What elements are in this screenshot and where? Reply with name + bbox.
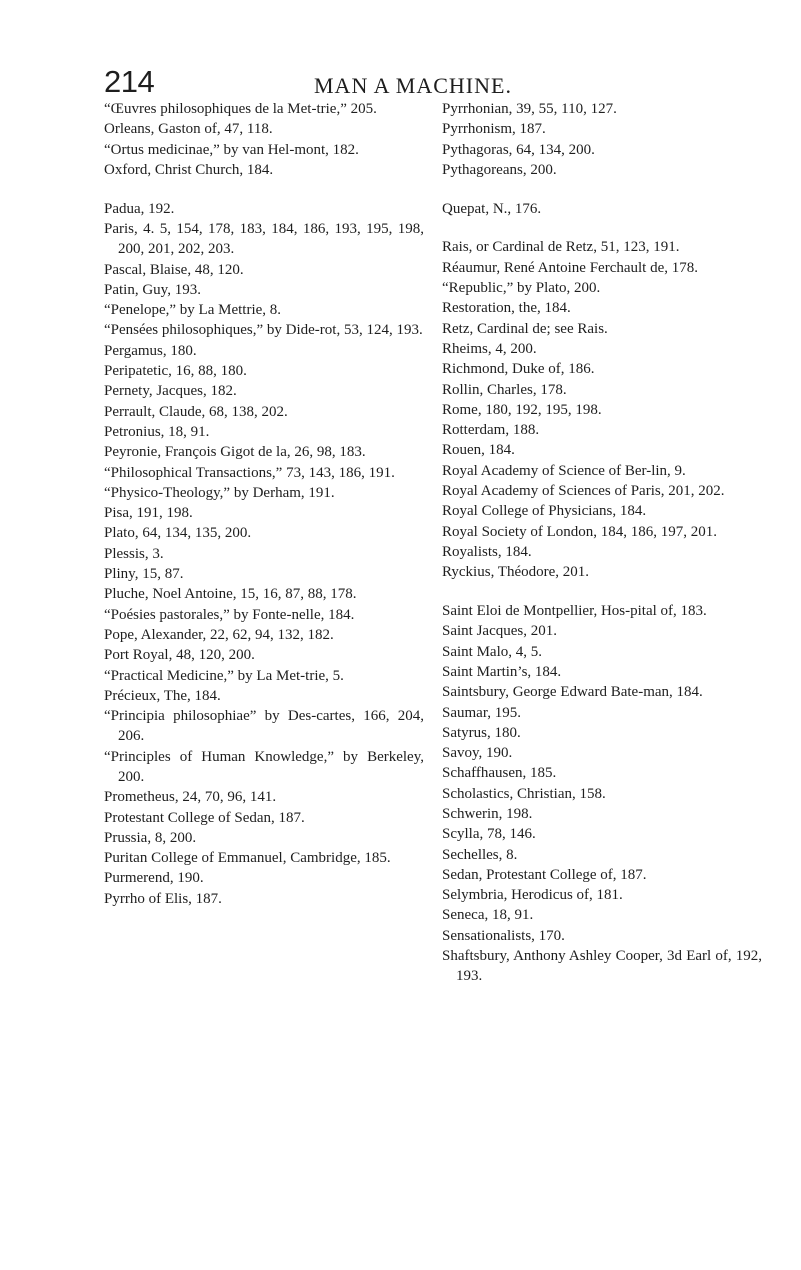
index-entry: Schaffhausen, 185. — [442, 765, 557, 782]
index-entry: Patin, Guy, 193. — [104, 281, 201, 298]
index-entry: Orleans, Gaston of, 47, 118. — [104, 121, 273, 138]
index-entry: Sensationalists, 170. — [442, 927, 565, 944]
index-entry: Padua, 192. — [104, 200, 175, 217]
index-entry: Saumar, 195. — [442, 704, 521, 721]
index-entry: Sedan, Protestant College of, 187. — [442, 866, 647, 883]
index-entry: Pluche, Noel Antoine, 15, 16, 87, 88, 178. — [104, 586, 357, 603]
index-entry: Pascal, Blaise, 48, 120. — [104, 261, 244, 278]
index-entry: Peyronie, François Gigot de la, 26, 98, 183. — [104, 444, 366, 461]
page-header — [104, 62, 764, 102]
index-entry: Shaftsbury, Anthony Ashley Cooper, 3d Earl of, 192, 193. — [442, 948, 762, 985]
index-entry: “Principia philosophiae” by Des-cartes, 166, 204, 206. — [104, 708, 424, 745]
index-entry: Ryckius, Théodore, 201. — [442, 564, 590, 581]
index-column-right — [442, 99, 762, 987]
index-entry: Oxford, Christ Church, 184. — [104, 161, 274, 178]
index-entry: Paris, 4. 5, 154, 178, 183, 184, 186, 193, 195, 198, 200, 201, 202, 203. — [104, 220, 424, 258]
index-entry: Saint Malo, 4, 5. — [442, 643, 542, 660]
section-gap — [442, 180, 762, 199]
index-entry: Précieux, The, 184. — [104, 687, 221, 704]
index-entry: Réaumur, René Antoine Ferchault de, 178. — [442, 259, 699, 276]
index-entry: Port Royal, 48, 120, 200. — [104, 647, 255, 664]
index-entry: Royal Academy of Sciences of Paris, 201, 202. — [442, 483, 725, 500]
index-entry: Saint Martin’s, 184. — [442, 663, 562, 680]
section-gap — [442, 219, 762, 238]
index-entry: Selymbria, Herodicus of, 181. — [442, 887, 623, 904]
index-entry: Schwerin, 198. — [442, 806, 533, 822]
index-entry: Scholastics, Christian, 158. — [442, 785, 606, 802]
index-entry: Saint Eloi de Montpellier, Hos-pital of, 183. — [442, 603, 707, 620]
index-entry: “Principles of Human Knowledge,” by Berkeley, 200. — [104, 748, 424, 785]
index-entry: Puritan College of Emmanuel, Cambridge, 185. — [104, 850, 391, 867]
page-number: 214 — [104, 64, 155, 99]
index-entry: Pernety, Jacques, 182. — [104, 383, 237, 400]
index-entry: Royal Society of London, 184, 186, 197, 201. — [442, 523, 717, 540]
index-entry: Rome, 180, 192, 195, 198. — [442, 401, 602, 418]
index-entry: “Practical Medicine,” by La Met-trie, 5. — [104, 667, 344, 684]
index-entry: Petronius, 18, 91. — [104, 423, 210, 440]
index-entry: Protestant College of Sedan, 187. — [104, 809, 305, 826]
index-entry: Scylla, 78, 146. — [442, 826, 536, 843]
index-entry: Pyrrhonism, 187. — [442, 121, 546, 138]
index-entry: Pergamus, 180. — [104, 342, 197, 359]
index-entry: Peripatetic, 16, 88, 180. — [104, 363, 247, 380]
index-entry: Prometheus, 24, 70, 96, 141. — [104, 789, 277, 806]
index-entry: “Ortus medicinae,” by van Hel-mont, 182. — [104, 141, 359, 158]
index-entry: “Œuvres philosophiques de la Met-trie,” 205. — [104, 101, 377, 117]
index-entry: Rais, or Cardinal de Retz, 51, 123, 191. — [442, 239, 680, 256]
index-entry: Pisa, 191, 198. — [104, 505, 193, 522]
index-entry: “Philosophical Transactions,” 73, 143, 186, 191. — [104, 464, 395, 481]
index-entry: Seneca, 18, 91. — [442, 907, 534, 924]
index-entry: Pythagoreans, 200. — [442, 161, 557, 178]
index-entry: Richmond, Duke of, 186. — [442, 361, 595, 378]
section-gap — [442, 583, 762, 602]
running-title: MAN A MACHINE. — [314, 73, 512, 98]
index-entry: Quepat, N., 176. — [442, 200, 542, 217]
index-entry: Rotterdam, 188. — [442, 422, 540, 439]
index-entry: Rollin, Charles, 178. — [442, 381, 567, 398]
index-entry: Rouen, 184. — [442, 442, 515, 459]
index-entry: “Poésies pastorales,” by Fonte-nelle, 184. — [104, 606, 355, 623]
index-entry: Pyrrho of Elis, 187. — [104, 890, 222, 907]
index-entry: “Penelope,” by La Mettrie, 8. — [104, 302, 282, 319]
index-entry: Pope, Alexander, 22, 62, 94, 132, 182. — [104, 626, 334, 643]
index-entry: Pythagoras, 64, 134, 200. — [442, 141, 595, 158]
index-entry: Perrault, Claude, 68, 138, 202. — [104, 403, 288, 420]
index-entry: Saint Jacques, 201. — [442, 623, 557, 640]
index-entry: Royal College of Physicians, 184. — [442, 503, 647, 520]
index-entry: “Republic,” by Plato, 200. — [442, 280, 601, 297]
index-entry: Satyrus, 180. — [442, 724, 521, 741]
index-entry: “Pensées philosophiques,” by Dide-rot, 53, 124, 193. — [104, 322, 423, 339]
index-entry: Restoration, the, 184. — [442, 300, 571, 317]
index-entry: Retz, Cardinal de; see Rais. — [442, 320, 608, 337]
index-entry: Pyrrhonian, 39, 55, 110, 127. — [442, 101, 617, 117]
index-entry: Purmerend, 190. — [104, 870, 204, 887]
index-entry: Saintsbury, George Edward Bate-man, 184. — [442, 684, 703, 701]
index-entry: Sechelles, 8. — [442, 846, 518, 863]
index-column-left — [104, 99, 424, 909]
index-entry: Rheims, 4, 200. — [442, 340, 537, 357]
index-entry: Plato, 64, 134, 135, 200. — [104, 525, 252, 542]
section-gap — [104, 180, 424, 199]
index-entry: Savoy, 190. — [442, 745, 513, 762]
index-entry: Plessis, 3. — [104, 545, 164, 562]
index-entry: “Physico-Theology,” by Derham, 191. — [104, 484, 335, 501]
index-entry: Pliny, 15, 87. — [104, 566, 184, 583]
index-entry: Royal Academy of Science of Ber-lin, 9. — [442, 462, 686, 479]
index-entry: Royalists, 184. — [442, 543, 532, 560]
index-entry: Prussia, 8, 200. — [104, 829, 197, 846]
